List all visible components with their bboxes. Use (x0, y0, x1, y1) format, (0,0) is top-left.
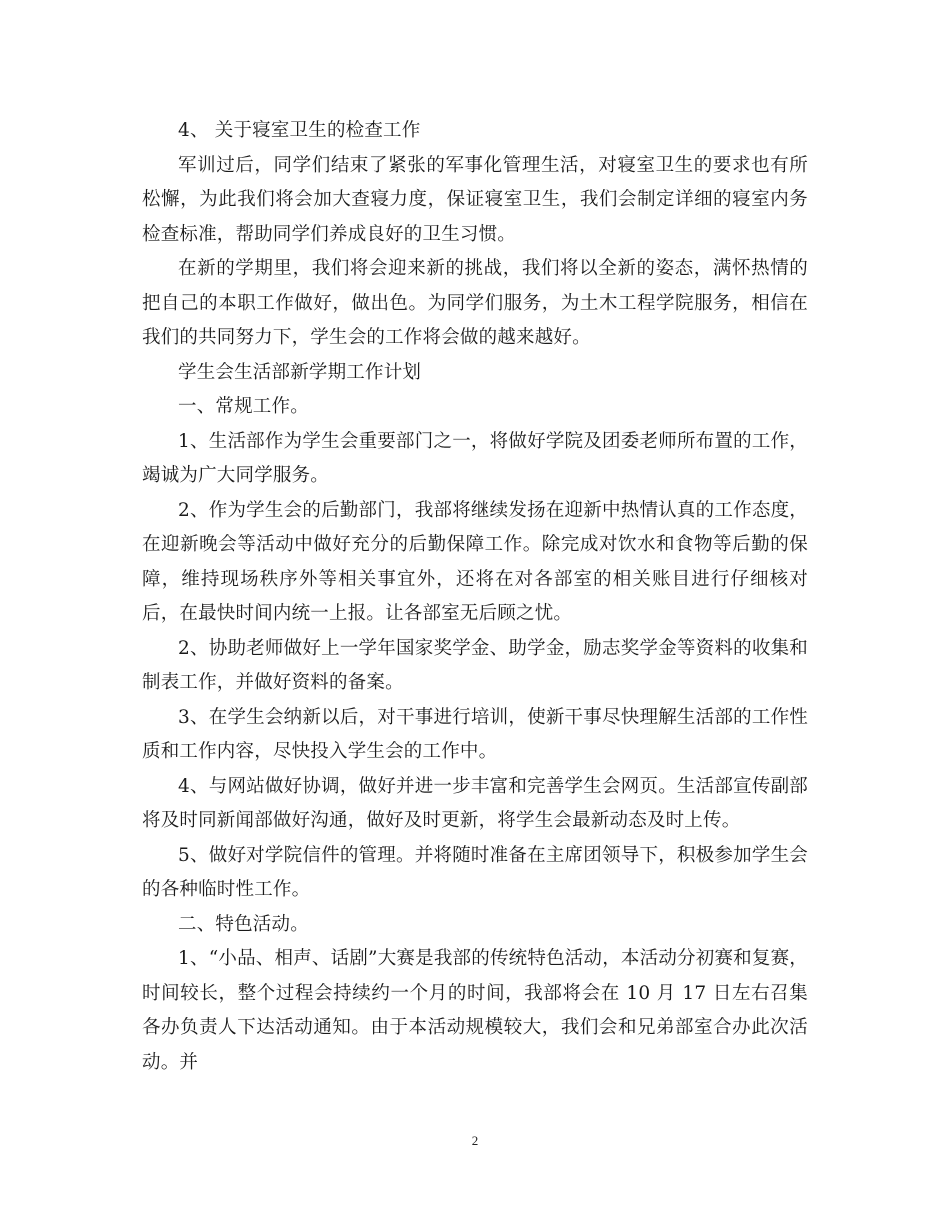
section-heading-routine-work: 一、常规工作。 (178, 396, 309, 417)
paragraph-new-semester: 在新的学期里，我们将会迎来新的挑战，我们将以全新的姿态，满怀热情的把自己的本职工作做好，做出色。为同学们服务，为土木工程学院服务，相信在我们的共同努力下，学生会的工作将会做的越来越好。 (142, 258, 808, 348)
paragraph-routine-item-2b: 2、协助老师做好上一学年国家奖学金、助学金，励志奖学金等资料的收集和制表工作，并做好资料的备案。 (142, 637, 808, 693)
paragraph-routine-item-4: 4、与网站做好协调，做好并进一步丰富和完善学生会网页。生活部宣传副部将及时同新闻部做好沟通，做好及时更新，将学生会最新动态及时上传。 (142, 775, 808, 831)
paragraph-routine-item-2a: 2、作为学生会的后勤部门，我部将继续发扬在迎新中热情认真的工作态度，在迎新晚会等活动中做好充分的后勤保障工作。除完成对饮水和食物等后勤的保障，维持现场秩序外等相关事宜外，还将在对各部室的相关账目进行仔细核对后，在最快时间内统一上报。让各部室无后顾之忧。 (142, 499, 808, 624)
paragraph-routine-item-3: 3、在学生会纳新以后，对干事进行培训，使新干事尽快理解生活部的工作性质和工作内容，尽快投入学生会的工作中。 (142, 706, 808, 762)
paragraph-special-item-1: 1、“小品、相声、话剧”大赛是我部的传统特色活动，本活动分初赛和复赛，时间较长，整个过程会持续约一个月的时间，我部将会在 10 月 17 日左右召集各办负责人下达活动通知。由于本活动规模较大，我们会和兄弟部室合办此次活动。并 (142, 948, 808, 1073)
page-number: 2 (471, 1133, 479, 1148)
document-body (142, 114, 808, 1080)
paragraph-routine-item-5: 5、做好对学院信件的管理。并将随时准备在主席团领导下，积极参加学生会的各种临时性工作。 (142, 844, 808, 900)
section-heading-special-activities: 二、特色活动。 (178, 913, 309, 935)
paragraph-routine-item-1: 1、生活部作为学生会重要部门之一，将做好学院及团委老师所布置的工作，竭诚为广大同学服务。 (142, 430, 808, 486)
section-heading-work-plan: 学生会生活部新学期工作计划 (178, 361, 422, 383)
paragraph-dorm-hygiene: 军训过后，同学们结束了紧张的军事化管理生活，对寝室卫生的要求也有所松懈，为此我们将会加大查寝力度，保证寝室卫生，我们会制定详细的寝室内务检查标准，帮助同学们养成良好的卫生习惯。 (142, 154, 808, 245)
section-heading-dorm-inspection: 4、 关于寝室卫生的检查工作 (178, 120, 421, 141)
